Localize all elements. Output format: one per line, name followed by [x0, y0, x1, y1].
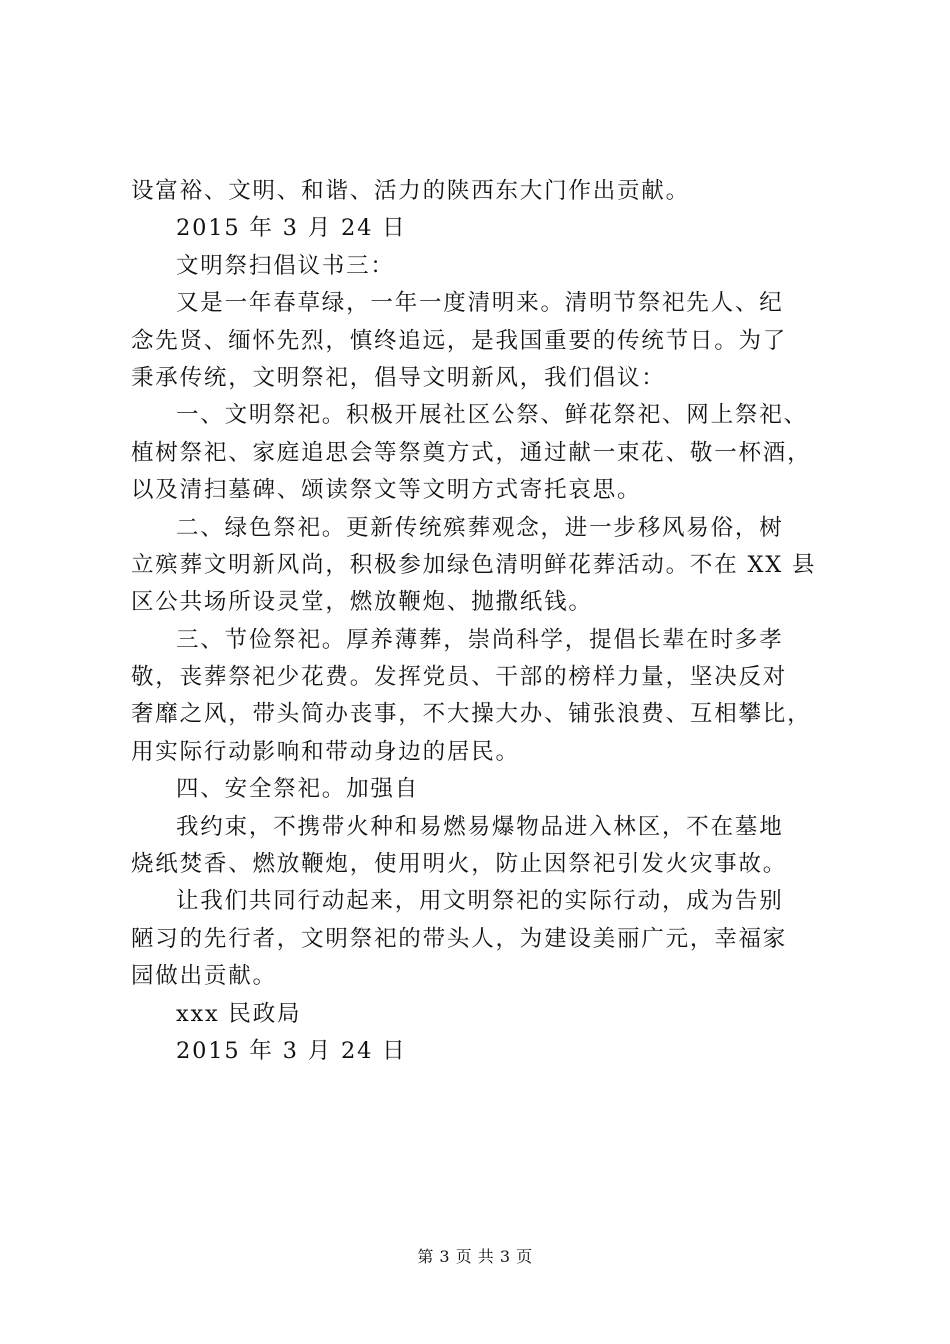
text-line: 设富裕、文明、和谐、活力的陕西东大门作出贡献。 — [131, 178, 690, 204]
text-line: 立殡葬文明新风尚，积极参加绿色清明鲜花葬活动。不在 XX 县 — [131, 551, 817, 578]
signature-line: xxx 民政局 — [176, 1000, 302, 1027]
text-line: 以及清扫墓碑、颂读祭文等文明方式寄托哀思。 — [131, 477, 642, 504]
text-line: 四、安全祭祀。加强自 — [176, 776, 420, 803]
text-line: 让我们共同行动起来，用文明祭祀的实际行动，成为告别 — [176, 888, 784, 915]
text-line: 奢靡之风，带头简办丧事，不大操大办、铺张浪费、互相攀比， — [131, 701, 812, 728]
text-line: 念先贤、缅怀先烈，慎终追远，是我国重要的传统节日。为了 — [131, 327, 788, 354]
page-number: 第 3 页 共 3 页 — [417, 1247, 533, 1266]
text-line: 陋习的先行者，文明祭祀的带头人，为建设美丽广元，幸福家 — [131, 925, 788, 952]
text-line: 三、节俭祭祀。厚养薄葬，崇尚科学，提倡长辈在时多孝 — [176, 626, 784, 653]
text-line: 二、绿色祭祀。更新传统殡葬观念，进一步移风易俗，树 — [176, 514, 784, 541]
section-heading: 文明祭扫倡议书三： — [176, 252, 395, 279]
text-line: 我约束，不携带火种和易燃易爆物品进入林区，不在墓地 — [176, 813, 784, 840]
text-line: 敬，丧葬祭祀少花费。发挥党员、干部的榜样力量，坚决反对 — [131, 664, 788, 691]
text-line: 一、文明祭祀。积极开展社区公祭、鲜花祭祀、网上祭祀、 — [176, 402, 808, 429]
text-line: 烧纸焚香、燃放鞭炮，使用明火，防止因祭祀引发火灾事故。 — [131, 851, 788, 878]
date-line: 2015 年 3 月 24 日 — [176, 215, 407, 242]
text-line: 园做出贡献。 — [131, 963, 277, 990]
document-body — [131, 173, 821, 1070]
text-line: 用实际行动影响和带动身边的居民。 — [131, 738, 520, 765]
text-line: 秉承传统，文明祭祀，倡导文明新风，我们倡议： — [131, 364, 666, 391]
text-line: 区公共场所设灵堂，燃放鞭炮、抛撒纸钱。 — [131, 589, 593, 616]
date-line: 2015 年 3 月 24 日 — [176, 1037, 407, 1064]
text-line: 植树祭祀、家庭追思会等祭奠方式，通过献一束花、敬一杯酒， — [131, 439, 812, 466]
text-line: 又是一年春草绿，一年一度清明来。清明节祭祀先人、纪 — [176, 290, 784, 317]
